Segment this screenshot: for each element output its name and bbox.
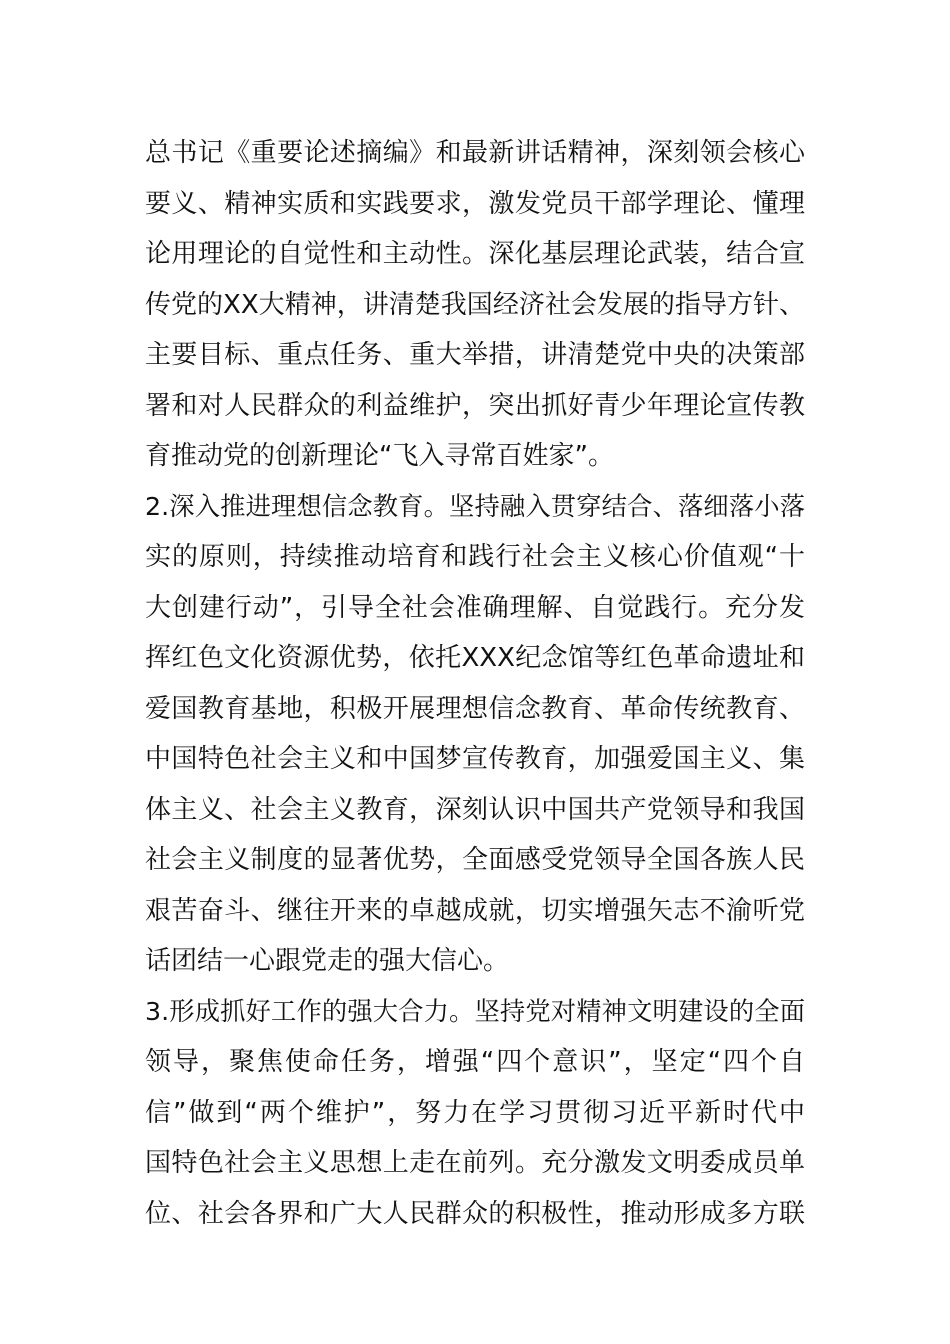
text-line: 中国特色社会主义和中国梦宣传教育，加强爱国主义、集 [145, 744, 805, 774]
text-line: 挥红色文化资源优势，依托XXX纪念馆等红色革命遗址和 [145, 643, 805, 673]
text-line: 体主义、社会主义教育，深刻认识中国共产党领导和我国 [145, 794, 805, 825]
text-line: 大创建行动”，引导全社会准确理解、自觉践行。充分发 [145, 592, 805, 623]
text-line: 国特色社会主义思想上走在前列。充分激发文明委成员单 [145, 1148, 805, 1178]
text-line: 社会主义制度的显著优势，全面感受党领导全国各族人民 [145, 845, 805, 875]
document-body [145, 128, 805, 1239]
text-line: 信”做到“两个维护”，努力在学习贯彻习近平新时代中 [145, 1097, 805, 1128]
text-line: 实的原则，持续推动培育和践行社会主义核心价值观“十 [145, 542, 805, 572]
text-line: 传党的XX大精神，讲清楚我国经济社会发展的指导方针、 [145, 289, 805, 320]
text-line: 领导，聚焦使命任务，增强“四个意识”，坚定“四个自 [145, 1047, 805, 1077]
text-line: 署和对人民群众的利益维护，突出抓好青少年理论宣传教 [145, 390, 805, 421]
text-line: 总书记《重要论述摘编》和最新讲话精神，深刻领会核心 [145, 138, 805, 168]
section-heading-line: 2.深入推进理想信念教育。坚持融入贯穿结合、落细落小落 [145, 491, 805, 521]
paragraph-end-line: 育推动党的创新理论“飞入寻常百姓家”。 [145, 441, 614, 471]
paragraph-end-line: 话团结一心跟党走的强大信心。 [145, 946, 510, 976]
section-heading-line: 3.形成抓好工作的强大合力。坚持党对精神文明建设的全面 [145, 996, 805, 1026]
text-line: 爱国教育基地，积极开展理想信念教育、革命传统教育、 [145, 693, 805, 724]
text-line: 位、社会各界和广大人民群众的积极性，推动形成多方联 [145, 1198, 805, 1229]
text-line: 要义、精神实质和实践要求，激发党员干部学理论、懂理 [145, 188, 805, 219]
text-line: 论用理论的自觉性和主动性。深化基层理论武装，结合宣 [145, 239, 805, 269]
text-line: 主要目标、重点任务、重大举措，讲清楚党中央的决策部 [145, 340, 805, 370]
text-line: 艰苦奋斗、继往开来的卓越成就，切实增强矢志不渝听党 [145, 895, 805, 926]
